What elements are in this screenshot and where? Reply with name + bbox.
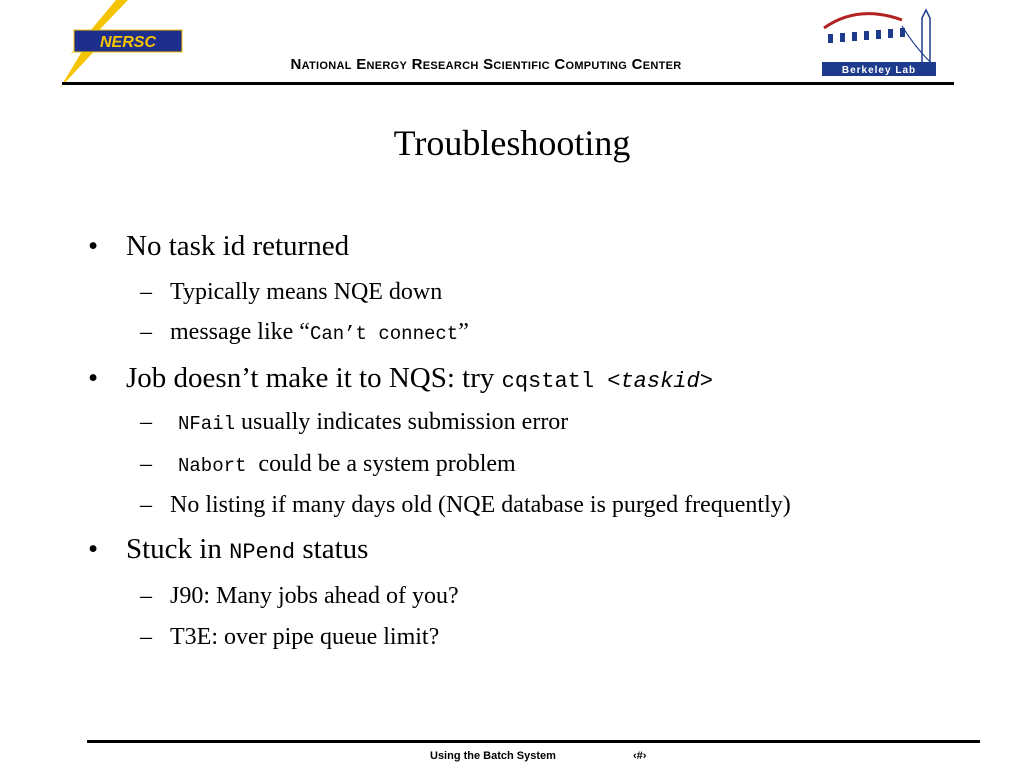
code-segment: >	[699, 369, 713, 394]
sub-bullet-symbol: –	[140, 451, 152, 477]
nersc-logo-text: NERSC	[99, 34, 157, 51]
code-segment: cqstatl <	[501, 369, 621, 394]
bullet-symbol: •	[88, 230, 99, 262]
sub-bullet-symbol: –	[140, 279, 152, 305]
header-title	[0, 56, 1024, 73]
code-segment-italic: taskid	[620, 369, 700, 394]
sub-bullet-text: No listing if many days old (NQE database is purged frequently)	[170, 492, 791, 518]
header-title-text: National Energy Research Scientific Computing Center	[290, 56, 682, 73]
text-segment: message like “	[170, 319, 310, 345]
code-segment: Can’t connect	[309, 323, 459, 345]
sub-bullet-text: T3E: over pipe queue limit?	[170, 624, 440, 650]
sub-bullet-text: Typically means NQE down	[170, 279, 443, 305]
bullet-text	[126, 533, 368, 566]
sub-bullet-symbol: –	[140, 492, 152, 518]
slide-number: ‹#›	[633, 750, 647, 762]
sub-bullet-text	[178, 451, 516, 478]
sub-bullet-text	[170, 319, 469, 346]
text-segment: Job doesn’t make it to NQS: try	[126, 362, 502, 394]
text-segment: ”	[458, 319, 469, 345]
footer-divider	[87, 740, 980, 743]
sub-bullet-text	[178, 409, 568, 436]
text-segment: status	[295, 533, 369, 565]
bullet-symbol: •	[88, 362, 99, 394]
nersc-logo	[30, 0, 190, 90]
sub-bullet-symbol: –	[140, 409, 152, 435]
text-segment: could be a system problem	[246, 451, 516, 477]
bullet-text	[126, 362, 713, 395]
text-segment: Stuck in	[126, 533, 230, 565]
bullet-symbol: •	[88, 533, 99, 565]
slide-title: Troubleshooting	[393, 123, 631, 163]
sub-bullet-symbol: –	[140, 624, 152, 650]
code-segment: NFail	[178, 413, 236, 435]
sub-bullet-text: J90: Many jobs ahead of you?	[170, 583, 459, 609]
code-segment: Nabort	[178, 455, 247, 477]
footer-title: Using the Batch System	[430, 750, 556, 762]
sub-bullet-symbol: –	[140, 319, 152, 345]
code-segment: NPend	[229, 540, 296, 565]
header-divider	[62, 82, 954, 85]
bullet-text: No task id returned	[126, 230, 350, 262]
berkeley-lab-logo-text: Berkeley Lab	[841, 65, 917, 76]
text-segment: usually indicates submission error	[235, 409, 569, 435]
sub-bullet-symbol: –	[140, 583, 152, 609]
